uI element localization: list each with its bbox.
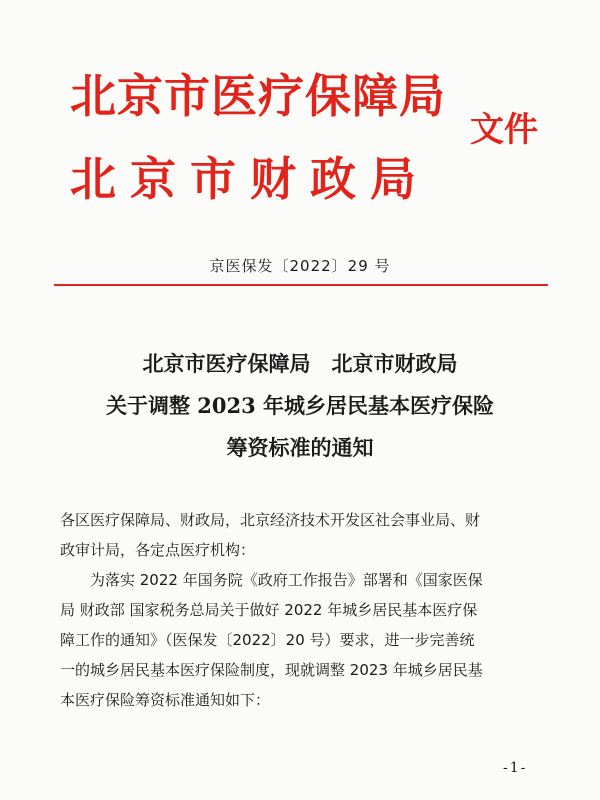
- paragraph-line-2: 局 财政部 国家税务总局关于做好 2022 年城乡居民基本医疗保: [60, 601, 478, 619]
- document-number: 京医保发〔2022〕29 号: [209, 257, 391, 275]
- issuing-org-1: 北京市医疗保障局: [70, 69, 446, 123]
- paragraph-line-4: 一的城乡居民基本医疗保险制度，现就调整 2023 年城乡居民基: [60, 661, 483, 679]
- title-line-3: 筹资标准的通知: [226, 435, 374, 460]
- title-line-1: 北京市医疗保障局 北京市财政局: [142, 351, 458, 376]
- recipients-line-2: 政审计局，各定点医疗机构：: [60, 541, 256, 559]
- document-type-label: 文件: [470, 110, 538, 150]
- paragraph-line-1: 为落实 2022 年国务院《政府工作报告》部署和《国家医保: [60, 571, 483, 589]
- page-number: -1-: [503, 760, 528, 776]
- paragraph-line-5: 本医疗保险筹资标准通知如下：: [60, 691, 271, 709]
- issuing-org-2: 北京市财政局: [70, 152, 430, 206]
- recipients-line-1: 各区医疗保障局、财政局，北京经济技术开发区社会事业局、财: [60, 511, 481, 529]
- red-divider-line: [54, 284, 548, 286]
- title-line-2: 关于调整 2023 年城乡居民基本医疗保险: [105, 393, 495, 418]
- paragraph-line-3: 障工作的通知》（医保发〔2022〕20 号）要求，进一步完善统: [60, 631, 475, 649]
